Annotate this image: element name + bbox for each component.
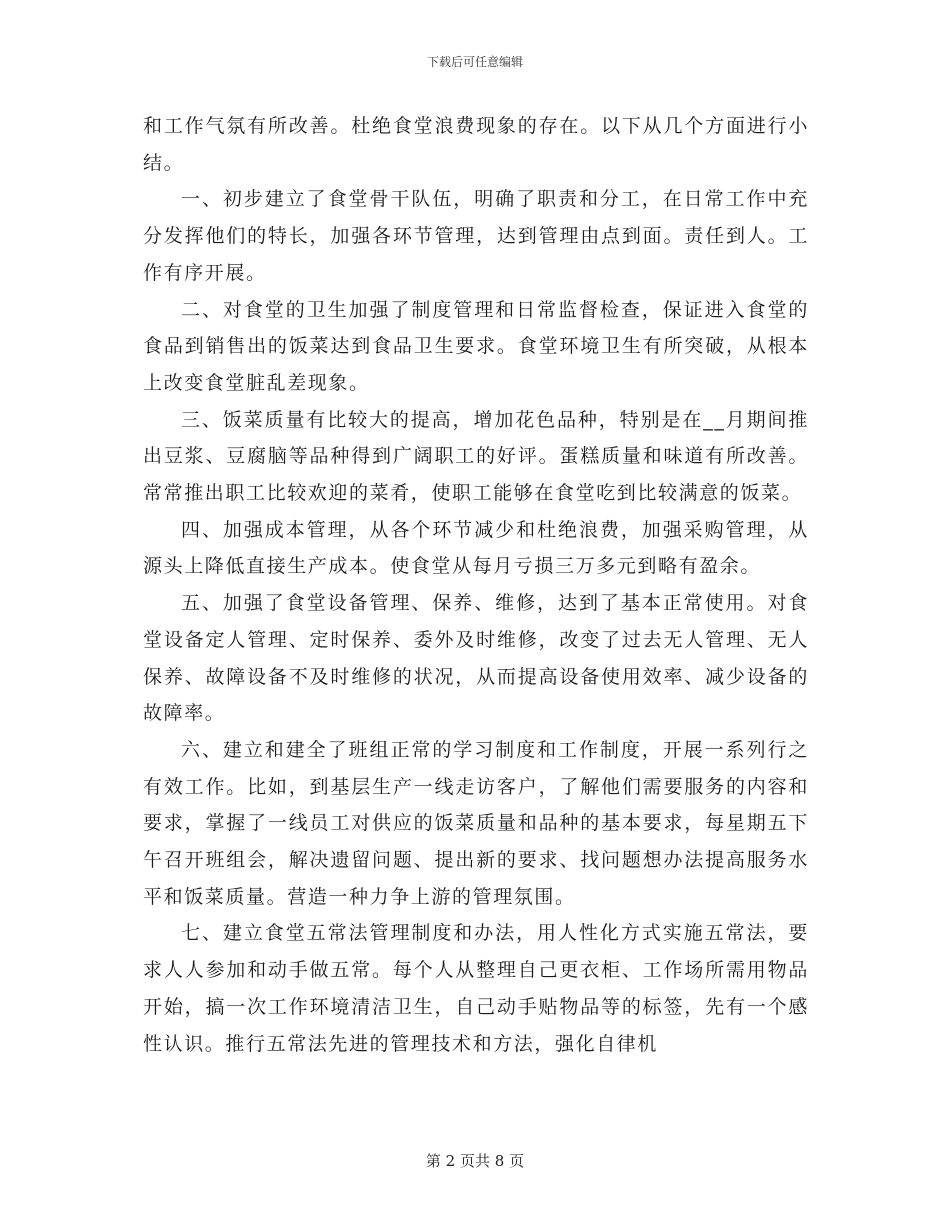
page-footer: 第 2 页共 8 页 (425, 1152, 525, 1170)
document-body (143, 108, 809, 1062)
paragraph-item-3: 三、饭菜质量有比较大的提高，增加花色品种，特别是在__月期间推出豆浆、豆腐脑等品种得到广阔职工的好评。蛋糕质量和味道有所改善。常常推出职工比较欢迎的菜肴，使职工能够在食堂吃到比较满意的饭菜。 (143, 408, 809, 505)
paragraph-item-4: 四、加强成本管理，从各个环节减少和杜绝浪费，加强采购管理，从源头上降低直接生产成本。使食堂从每月亏损三万多元到略有盈余。 (143, 518, 809, 578)
paragraph-item-5: 五、加强了食堂设备管理、保养、维修，达到了基本正常使用。对食堂设备定人管理、定时保养、委外及时维修，改变了过去无人管理、无人保养、故障设备不及时维修的状况，从而提高设备使用效率、减少设备的故障率。 (143, 592, 809, 725)
paragraph-item-6: 六、建立和建全了班组正常的学习制度和工作制度，开展一系列行之有效工作。比如，到基层生产一线走访客户，了解他们需要服务的内容和要求，掌握了一线员工对供应的饭菜质量和品种的基本要求，每星期五下午召开班组会，解决遗留问题、提出新的要求、找问题想办法提高服务水平和饭菜质量。营造一种力争上游的管理氛围。 (143, 738, 809, 908)
page-header: 下载后可任意编辑 (426, 55, 523, 69)
paragraph-item-1: 一、初步建立了食堂骨干队伍，明确了职责和分工，在日常工作中充分发挥他们的特长，加强各环节管理，达到管理由点到面。责任到人。工作有序开展。 (143, 188, 809, 284)
paragraph-continuation: 和工作气氛有所改善。杜绝食堂浪费现象的存在。以下从几个方面进行小结。 (143, 115, 809, 174)
paragraph-item-2: 二、对食堂的卫生加强了制度管理和日常监督检查，保证进入食堂的食品到销售出的饭菜达到食品卫生要求。食堂环境卫生有所突破，从根本上改变食堂脏乱差现象。 (143, 298, 809, 394)
paragraph-item-7: 七、建立食堂五常法管理制度和办法，用人性化方式实施五常法，要求人人参加和动手做五常。每个人从整理自己更衣柜、工作场所需用物品开始，搞一次工作环境清洁卫生，自己动手贴物品等的标签，先有一个感性认识。推行五常法先进的管理技术和方法，强化自律机 (143, 922, 809, 1055)
